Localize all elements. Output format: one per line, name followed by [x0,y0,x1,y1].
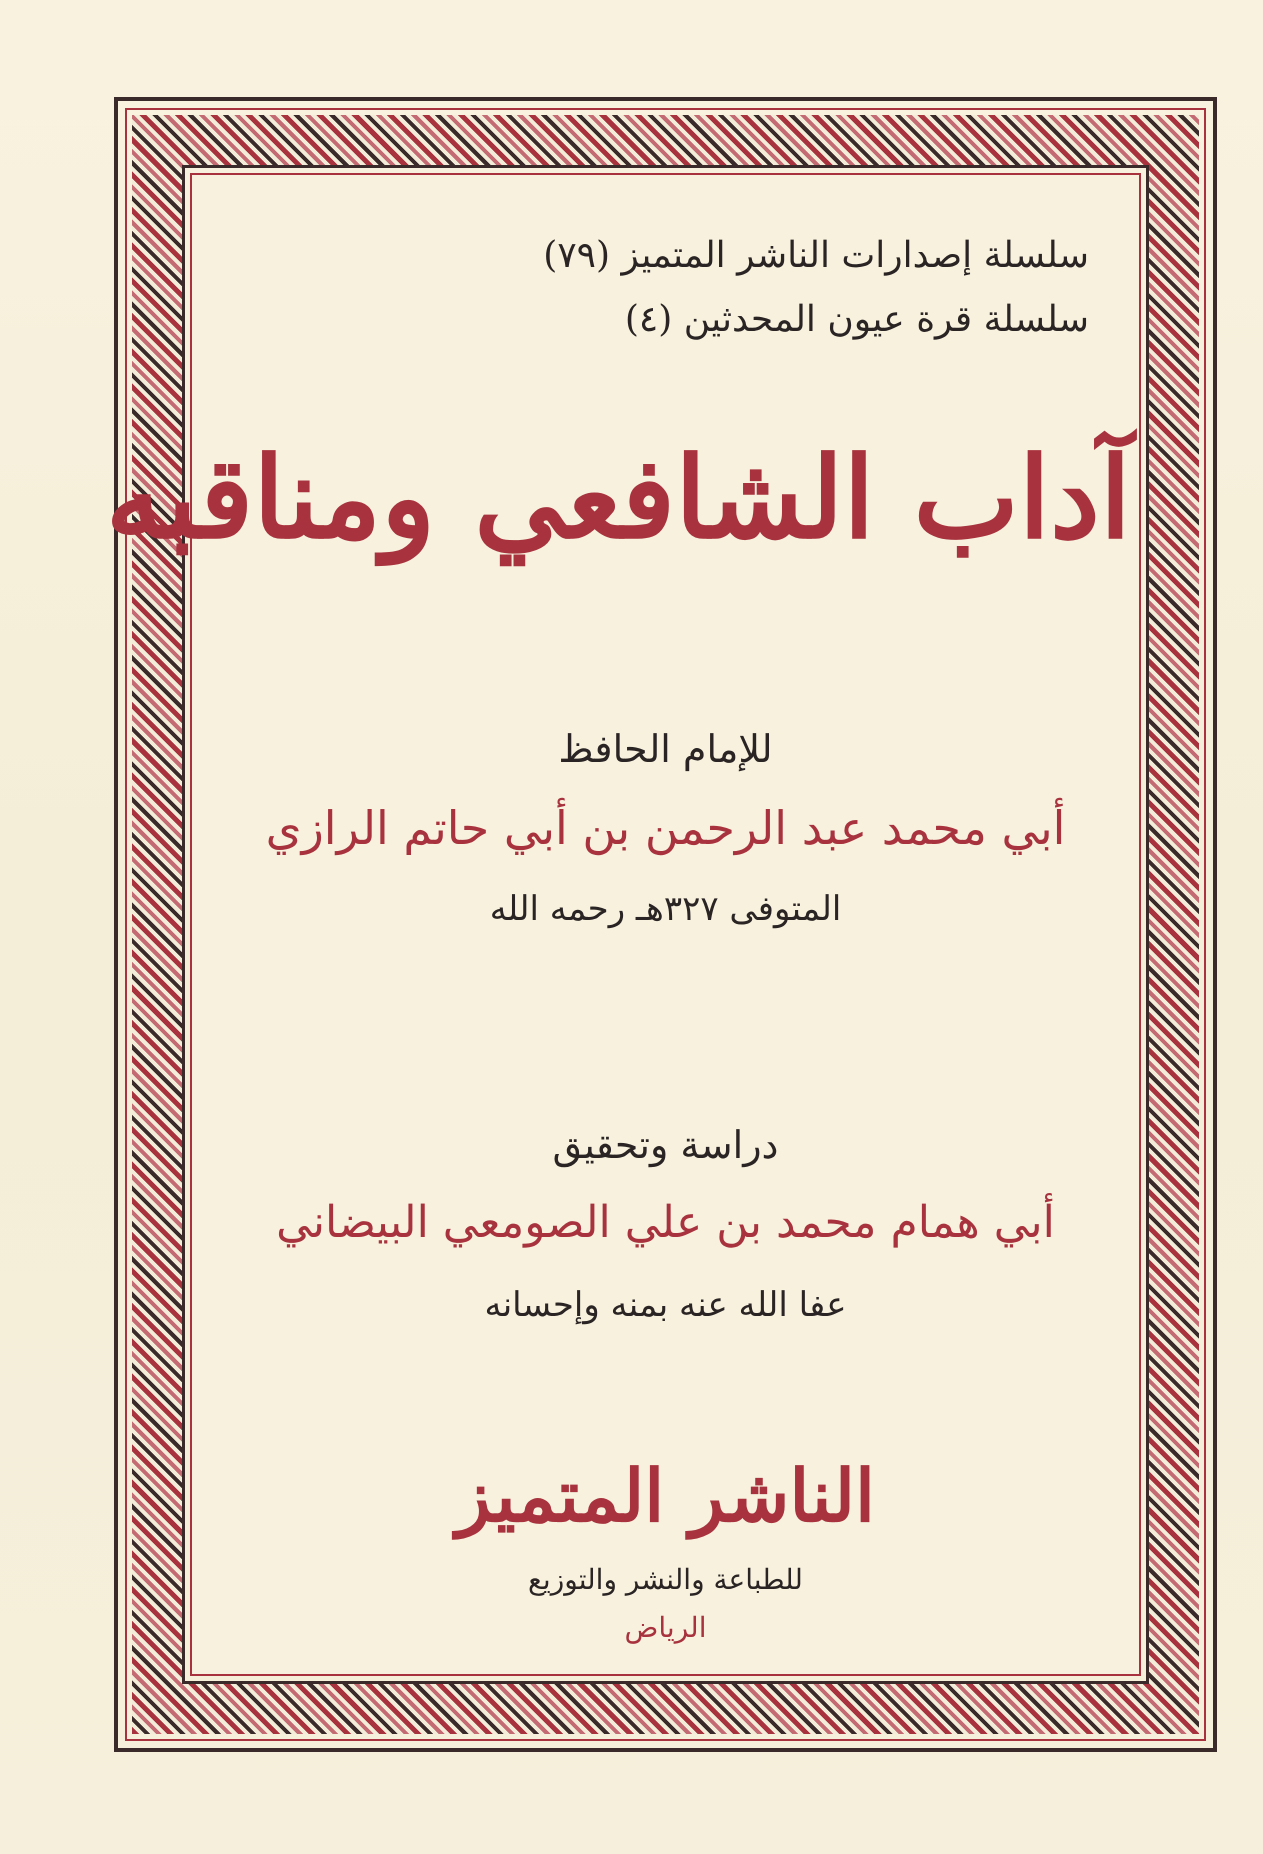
editor-prayer: عفا الله عنه بمنه وإحسانه [484,1285,847,1325]
publisher-tagline: للطباعة والنشر والتوزيع [528,1563,803,1596]
book-title: آداب الشافعي ومناقبه [105,433,1131,564]
author-death-note: المتوفى ٣٢٧هـ رحمه الله [489,889,842,929]
publisher-name: الناشر المتميز [455,1453,876,1538]
author-name: أبي محمد عبد الرحمن بن أبي حاتم الرازي [265,801,1066,855]
series-line-2: سلسلة قرة عيون المحدثين (٤) [624,299,1089,340]
cover-content [105,183,1131,1666]
editor-label: دراسة وتحقيق [552,1123,779,1167]
author-label: للإمام الحافظ [558,727,773,771]
series-line-1: سلسلة إصدارات الناشر المتميز (٧٩) [543,235,1089,276]
editor-name: أبي همام محمد بن علي الصومعي البيضاني [276,1197,1055,1248]
publisher-city: الرياض [624,1611,707,1644]
